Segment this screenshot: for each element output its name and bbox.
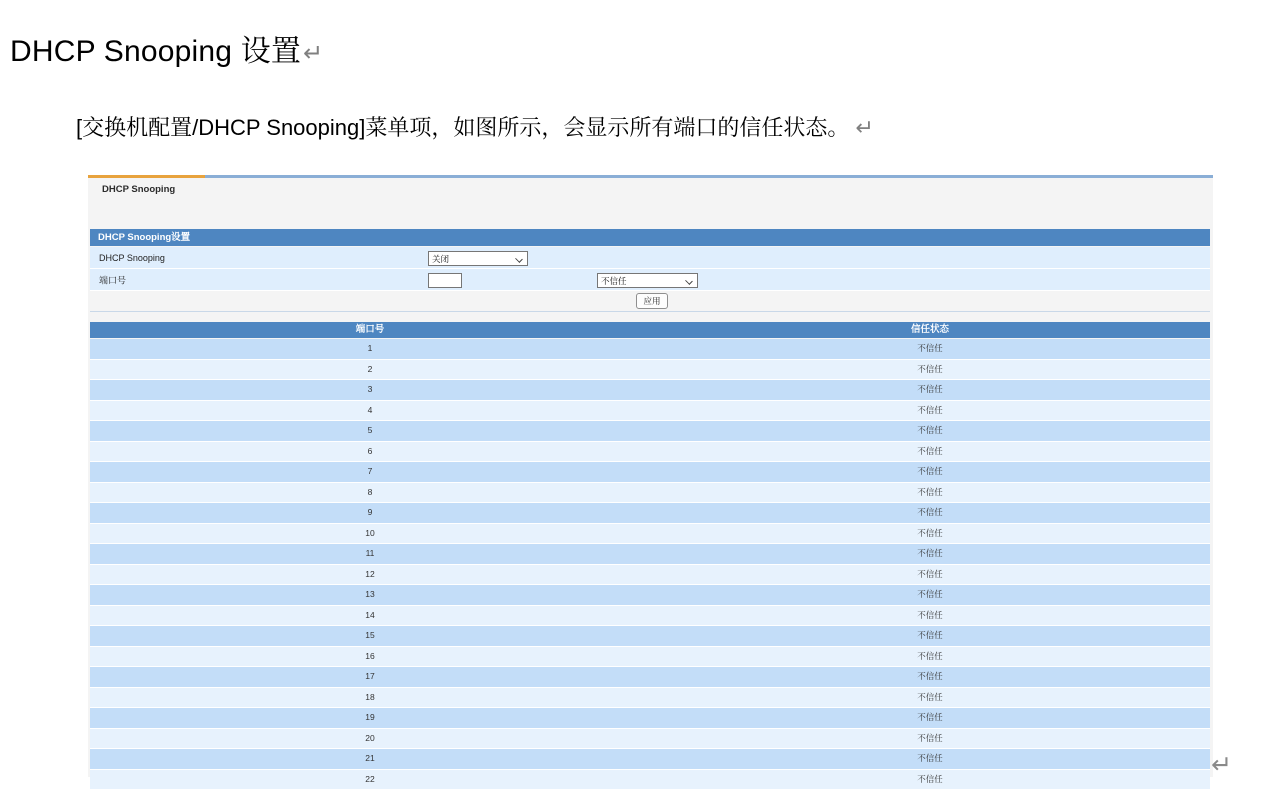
dhcp-state-select-value: 关闭 [432,253,450,264]
status-cell: 不信任 [917,384,943,394]
port-cell: 21 [365,753,375,763]
dhcp-snooping-label: DHCP Snooping [99,252,165,263]
section-divider [90,311,1210,312]
port-cell: 15 [365,630,375,640]
chevron-down-icon [515,255,523,263]
status-cell: 不信任 [917,486,943,497]
paragraph-return-icon: ↵ [303,40,324,67]
port-number-label: 端口号 [99,275,127,285]
tab-dhcp-snooping[interactable]: DHCP Snooping [102,184,176,195]
trust-state-select-value: 不信任 [601,275,627,286]
body-paragraph [76,111,874,142]
table-row [90,606,1210,627]
table-row [90,380,1210,401]
port-cell: 11 [365,548,375,558]
status-cell: 不信任 [917,466,943,476]
status-cell: 不信任 [917,404,943,415]
port-cell: 7 [367,466,373,476]
table-row [90,339,1210,360]
dhcp-state-select[interactable] [428,251,528,266]
table-row [90,688,1210,709]
paragraph-return-icon: ↵ [1211,751,1232,779]
status-cell: 不信任 [917,425,943,435]
table-row [90,544,1210,565]
port-cell: 1 [367,343,373,353]
table-row [90,626,1210,647]
table-row [90,421,1210,442]
body-paragraph-text: [交换机配置/DHCP Snooping]菜单项，如图所示，会显示所有端口的信任状态。 [76,115,850,140]
status-cell: 不信任 [917,589,943,599]
port-cell: 18 [365,691,375,702]
table-row [90,749,1210,770]
page-title [10,26,323,70]
form-row-dhcp [90,247,1210,269]
status-cell: 不信任 [917,363,943,374]
status-cell: 不信任 [917,568,943,579]
status-cell: 不信任 [917,445,943,456]
port-cell: 9 [367,507,373,517]
port-cell: 14 [365,609,375,620]
table-row [90,503,1210,524]
status-cell: 不信任 [917,343,943,353]
port-table-header [90,322,1210,338]
table-row [90,565,1210,586]
table-row [90,442,1210,463]
port-column-header: 端口号 [355,324,385,335]
port-cell: 22 [365,773,375,784]
table-row [90,667,1210,688]
port-cell: 2 [367,363,373,374]
trust-status-column-header: 信任状态 [910,324,949,335]
table-row [90,770,1210,791]
status-cell: 不信任 [917,691,943,702]
table-row [90,729,1210,750]
port-cell: 19 [365,712,375,722]
status-cell: 不信任 [917,732,943,743]
paragraph-return-icon: ↵ [855,115,874,140]
status-cell: 不信任 [917,650,943,661]
apply-button[interactable]: 应用 [636,293,668,309]
port-cell: 12 [365,568,375,579]
status-cell: 不信任 [917,712,943,722]
status-cell: 不信任 [917,548,943,558]
chevron-down-icon [685,277,693,285]
page-title-text: DHCP Snooping 设置 [10,35,302,68]
port-cell: 6 [367,445,373,456]
table-row [90,524,1210,545]
table-row [90,483,1210,504]
active-tab-accent [88,175,205,178]
port-cell: 13 [365,589,375,599]
table-row [90,585,1210,606]
port-cell: 10 [365,527,375,538]
table-row [90,360,1210,381]
status-cell: 不信任 [917,630,943,640]
port-cell: 20 [365,732,375,743]
status-cell: 不信任 [917,753,943,763]
status-cell: 不信任 [917,507,943,517]
port-cell: 4 [367,404,373,415]
port-cell: 3 [367,384,373,394]
status-cell: 不信任 [917,609,943,620]
port-cell: 17 [365,671,375,681]
port-cell: 5 [367,425,373,435]
status-cell: 不信任 [917,773,943,784]
port-table-body [90,339,1210,790]
table-row [90,401,1210,422]
dhcp-snooping-panel [88,175,1213,784]
port-cell: 8 [367,486,373,497]
section-header: DHCP Snooping设置 [90,229,1210,246]
port-number-input[interactable] [428,273,462,288]
port-cell: 16 [365,650,375,661]
panel-top-border [88,175,1213,178]
table-row [90,708,1210,729]
table-row [90,647,1210,668]
trust-state-select[interactable] [597,273,698,288]
status-cell: 不信任 [917,671,943,681]
status-cell: 不信任 [917,527,943,538]
table-row [90,462,1210,483]
